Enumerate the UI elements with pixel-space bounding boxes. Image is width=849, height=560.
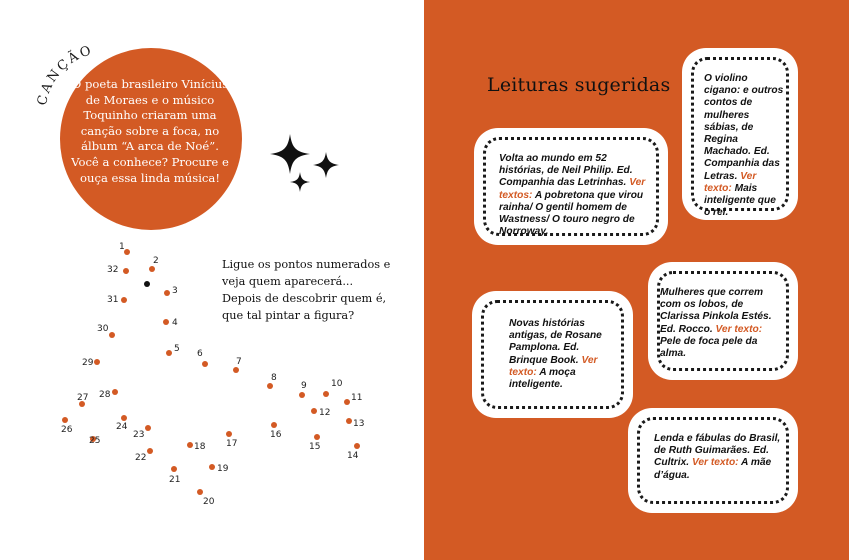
- dot-20: [197, 489, 203, 495]
- card-refs: A pobretona que virou rainha/ O gentil homem de Wastness/ O touro negro de Norroway.: [499, 189, 644, 238]
- dot-label-25: 25: [89, 436, 101, 446]
- dot-6: [202, 361, 208, 367]
- reading-card: [648, 262, 798, 380]
- dot-label-31: 31: [107, 295, 119, 305]
- dot-7: [233, 367, 239, 373]
- dot-26: [62, 417, 68, 423]
- sparkle-icon: [266, 130, 346, 202]
- dot-label-24: 24: [116, 422, 128, 432]
- dot-2: [149, 266, 155, 272]
- dot-label-13: 13: [353, 419, 365, 429]
- dot-9: [299, 392, 305, 398]
- page-title: Leituras sugeridas: [487, 74, 671, 96]
- dot-13: [346, 418, 352, 424]
- reading-card-text: [654, 433, 782, 482]
- dot-4: [163, 319, 169, 325]
- dot-29: [94, 359, 100, 365]
- dot-28: [112, 389, 118, 395]
- dot-24: [121, 415, 127, 421]
- dot-label-11: 11: [351, 393, 363, 403]
- dot-label-8: 8: [271, 373, 277, 383]
- dot-label-10: 10: [331, 379, 343, 389]
- dot-5: [166, 350, 172, 356]
- card-ver-label: Ver texto:: [509, 354, 598, 378]
- card-ver-label: Ver texto:: [704, 170, 757, 194]
- dot-15: [314, 434, 320, 440]
- dot-30: [109, 332, 115, 338]
- dot-start-black: [144, 281, 150, 287]
- dot-label-26: 26: [61, 425, 73, 435]
- card-body: Lenda e fábulas do Brasil, de Ruth Guimarães. Ed. Cultrix.: [654, 433, 781, 469]
- dot-23: [145, 425, 151, 431]
- dot-10: [323, 391, 329, 397]
- dot-16: [271, 422, 277, 428]
- dot-19: [209, 464, 215, 470]
- dot-label-2: 2: [153, 256, 159, 266]
- dot-12: [311, 408, 317, 414]
- reading-card-text: [509, 318, 609, 391]
- dot-17: [226, 431, 232, 437]
- dot-label-18: 18: [194, 442, 206, 452]
- reading-card: [628, 408, 798, 513]
- cancao-text: O poeta brasileiro Vinícius de Moraes e o músico Toquinho criaram uma canção sobre a foca, no álbum “A arca de Noé”. Você a conhece? Procure e ouça essa linda música!: [71, 77, 229, 185]
- dot-label-32: 32: [107, 265, 119, 275]
- reading-card-text: [660, 287, 784, 360]
- card-refs: A mãe d’água.: [654, 457, 772, 481]
- dot-21: [171, 466, 177, 472]
- dot-3: [164, 290, 170, 296]
- dot-label-4: 4: [172, 318, 178, 328]
- card-body: Volta ao mundo em 52 histórias, de Neil Philip. Ed. Companhia das Letrinhas.: [499, 153, 633, 189]
- reading-card: [474, 128, 668, 245]
- dot-32: [123, 268, 129, 274]
- card-body: Novas histórias antigas, de Rosane Pamplona. Ed. Brinque Book.: [509, 318, 602, 366]
- dot-label-3: 3: [172, 286, 178, 296]
- card-ver-label: Ver textos:: [499, 177, 646, 201]
- card-ver-label: Ver texto:: [691, 457, 739, 469]
- dot-18: [187, 442, 193, 448]
- dot-label-17: 17: [226, 439, 238, 449]
- dot-label-15: 15: [309, 442, 321, 452]
- dot-label-28: 28: [99, 390, 111, 400]
- reading-card: [682, 48, 798, 220]
- card-refs: A moça inteligente.: [509, 366, 576, 391]
- dot-label-6: 6: [197, 349, 203, 359]
- dot-label-7: 7: [236, 357, 242, 367]
- dot-11: [344, 399, 350, 405]
- dot-label-29: 29: [82, 358, 94, 368]
- instructions-text: Ligue os pontos numerados e veja quem aparecerá... Depois de descobrir quem é, que tal pintar a figura?: [222, 258, 391, 322]
- card-body: O violino cigano: e outros contos de mulheres sábias, de Regina Machado. Ed. Companhia das Letras.: [704, 73, 784, 182]
- dot-label-22: 22: [135, 453, 147, 463]
- dot-label-5: 5: [174, 344, 180, 354]
- card-ver-label: Ver texto:: [715, 323, 763, 335]
- dot-label-30: 30: [97, 324, 109, 334]
- dot-label-21: 21: [169, 475, 181, 485]
- dot-label-14: 14: [347, 451, 359, 461]
- dot-1: [124, 249, 130, 255]
- dot-label-19: 19: [217, 464, 229, 474]
- card-body: Mulheres que correm com os lobos, de Clarissa Pinkola Estés. Ed. Rocco.: [660, 287, 772, 335]
- card-refs: Pele de foca pele da alma.: [660, 335, 758, 360]
- dot-label-16: 16: [270, 430, 282, 440]
- dot-label-23: 23: [133, 430, 145, 440]
- dot-label-1: 1: [119, 242, 125, 252]
- dot-14: [354, 443, 360, 449]
- dot-label-27: 27: [77, 393, 89, 403]
- dot-22: [147, 448, 153, 454]
- dot-31: [121, 297, 127, 303]
- card-refs: Mais inteligente que o rei.: [704, 182, 776, 219]
- reading-card: [472, 291, 633, 418]
- reading-card-text: [704, 73, 784, 219]
- dot-8: [267, 383, 273, 389]
- reading-card-text: [499, 153, 649, 238]
- dot-label-20: 20: [203, 497, 215, 507]
- dot-label-12: 12: [319, 408, 331, 418]
- dot-label-9: 9: [301, 381, 307, 391]
- cancao-label-text: CANÇÃO: [34, 42, 96, 107]
